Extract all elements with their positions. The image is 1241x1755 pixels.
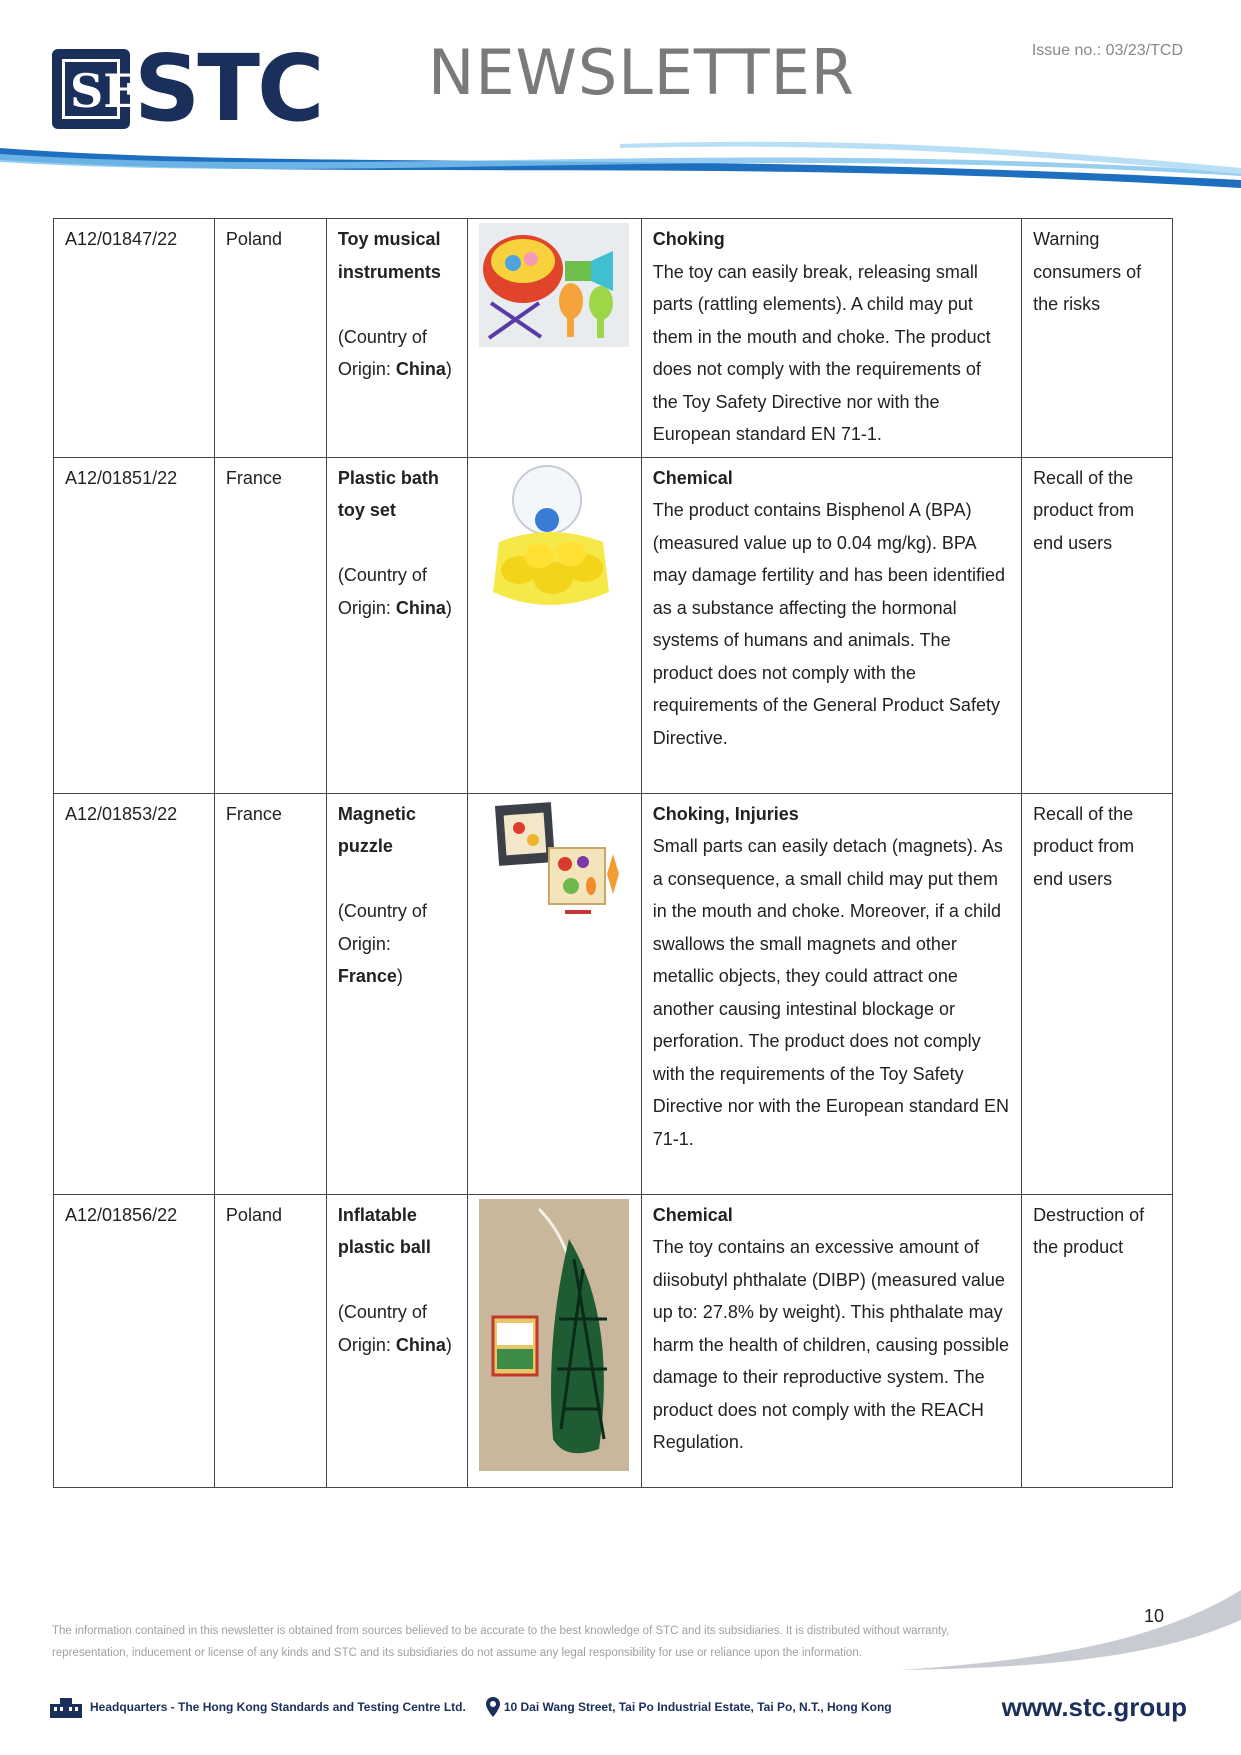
origin-country: China — [395, 1334, 446, 1355]
stc-logo-text: STC — [134, 35, 322, 142]
product-image-cell — [467, 1194, 641, 1488]
risk-cell — [641, 457, 1021, 793]
risk-type: Chemical — [652, 1204, 733, 1225]
notifying-country: Poland — [214, 219, 326, 458]
headquarters-text: Headquarters - The Hong Kong Standards and Testing Centre Ltd. — [90, 1700, 466, 1714]
building-icon — [48, 1696, 84, 1718]
stc-logo — [52, 35, 322, 142]
issue-number: Issue no.: 03/23/TCD — [1031, 42, 1183, 59]
page-header — [0, 0, 1241, 200]
map-pin-icon — [486, 1697, 500, 1717]
address-text: 10 Dai Wang Street, Tai Po Industrial Estate, Tai Po, N.T., Hong Kong — [503, 1700, 892, 1714]
header-swoosh — [0, 130, 1241, 200]
stc-logo-glyph: SE — [70, 64, 139, 118]
page-number: 10 — [1144, 1606, 1165, 1626]
notifying-country: France — [214, 457, 326, 793]
risk-cell — [641, 793, 1021, 1194]
risk-description: Small parts can easily detach (magnets). As a consequence, a small child may put them in the mouth and choke. Moreover, if a child swallows the small magnets and other metallic objects, they could attract one another causing intestinal blockage or perforation. The product does not comply with the requirements of the Toy Safety Directive nor with the European standard EN 71-1. — [652, 836, 1009, 1149]
product-cell: Inflatable plastic ball (Country of Origin: China) — [326, 1194, 467, 1488]
product-cell: Plastic bath toy set (Country of Origin: China) — [326, 457, 467, 793]
risk-type: Choking — [652, 229, 725, 249]
product-name: Magnetic puzzle — [337, 803, 416, 856]
origin-label: (Country of Origin: — [337, 901, 427, 954]
table-row — [54, 1194, 1173, 1488]
risk-cell — [641, 219, 1021, 458]
risk-description: The toy can easily break, releasing small parts (rattling elements). A child may put them in the mouth and choke. The product does not comply with the requirements of the Toy Safety Directive nor with the European standard EN 71-1. — [652, 261, 991, 444]
risk-type: Chemical — [652, 467, 733, 488]
risk-description: The product contains Bisphenol A (BPA) (measured value up to 0.04 mg/kg). BPA may damage fertility and has been identified as a substance affecting the hormonal systems of humans and animals. The product does not comply with the requirements of the General Product Safety Directive. — [652, 500, 1005, 748]
product-name: Toy musical instruments — [337, 229, 441, 282]
newsletter-title: NEWSLETTER — [428, 36, 855, 109]
origin-label: (Country of Origin: — [337, 1302, 427, 1355]
plastic-bath-toy-set-image — [479, 462, 629, 614]
product-alerts-table — [53, 218, 1173, 1488]
measures-taken: Warning consumers of the risks — [1022, 219, 1173, 458]
magnetic-puzzle-image — [479, 798, 629, 922]
product-cell: Toy musical instruments (Country of Origin: China) — [326, 219, 467, 458]
origin-label: (Country of Origin: — [337, 565, 427, 618]
origin-country: France — [337, 966, 397, 986]
product-image-cell — [467, 219, 641, 458]
table-row — [54, 793, 1173, 1194]
origin-country: China — [395, 597, 446, 618]
origin-label: (Country of Origin: — [337, 326, 427, 379]
product-image-cell — [467, 457, 641, 793]
toy-musical-instruments-image — [479, 223, 629, 347]
stc-logo-mark — [52, 49, 139, 129]
product-image-cell — [467, 793, 641, 1194]
notifying-country: Poland — [214, 1194, 326, 1488]
alert-reference: A12/01856/22 — [54, 1194, 215, 1488]
product-name: Inflatable plastic ball — [337, 1204, 431, 1257]
table-row — [54, 219, 1173, 458]
alert-reference: A12/01853/22 — [54, 793, 215, 1194]
website-link[interactable]: www.stc.group — [1001, 1692, 1187, 1722]
measures-taken: Destruction of the product — [1022, 1194, 1173, 1488]
measures-taken: Recall of the product from end users — [1022, 457, 1173, 793]
disclaimer: The information contained in this newsletter is obtained from sources believed to be accurate to the best knowledge of STC and its subsidiaries. It is distributed without warranty, representation, inducement or license of any kinds and STC and its subsidiaries do not assume any legal responsibility for use or reliance upon the information. — [52, 1625, 950, 1659]
product-name: Plastic bath toy set — [337, 467, 439, 520]
risk-cell — [641, 1194, 1021, 1488]
risk-type: Choking, Injuries — [652, 803, 799, 824]
origin-country: China — [395, 359, 446, 379]
inflatable-plastic-ball-image — [479, 1199, 629, 1471]
table-row — [54, 457, 1173, 793]
product-cell: Magnetic puzzle (Country of Origin: France) — [326, 793, 467, 1194]
notifying-country: France — [214, 793, 326, 1194]
alert-reference: A12/01847/22 — [54, 219, 215, 458]
measures-taken: Recall of the product from end users — [1022, 793, 1173, 1194]
risk-description: The toy contains an excessive amount of diisobutyl phthalate (DIBP) (measured value up to: 27.8% by weight). This phthalate may harm the health of children, causing possible damage to their reproductive system. The product does not comply with the REACH Regulation. — [652, 1237, 1009, 1452]
alert-reference: A12/01851/22 — [54, 457, 215, 793]
